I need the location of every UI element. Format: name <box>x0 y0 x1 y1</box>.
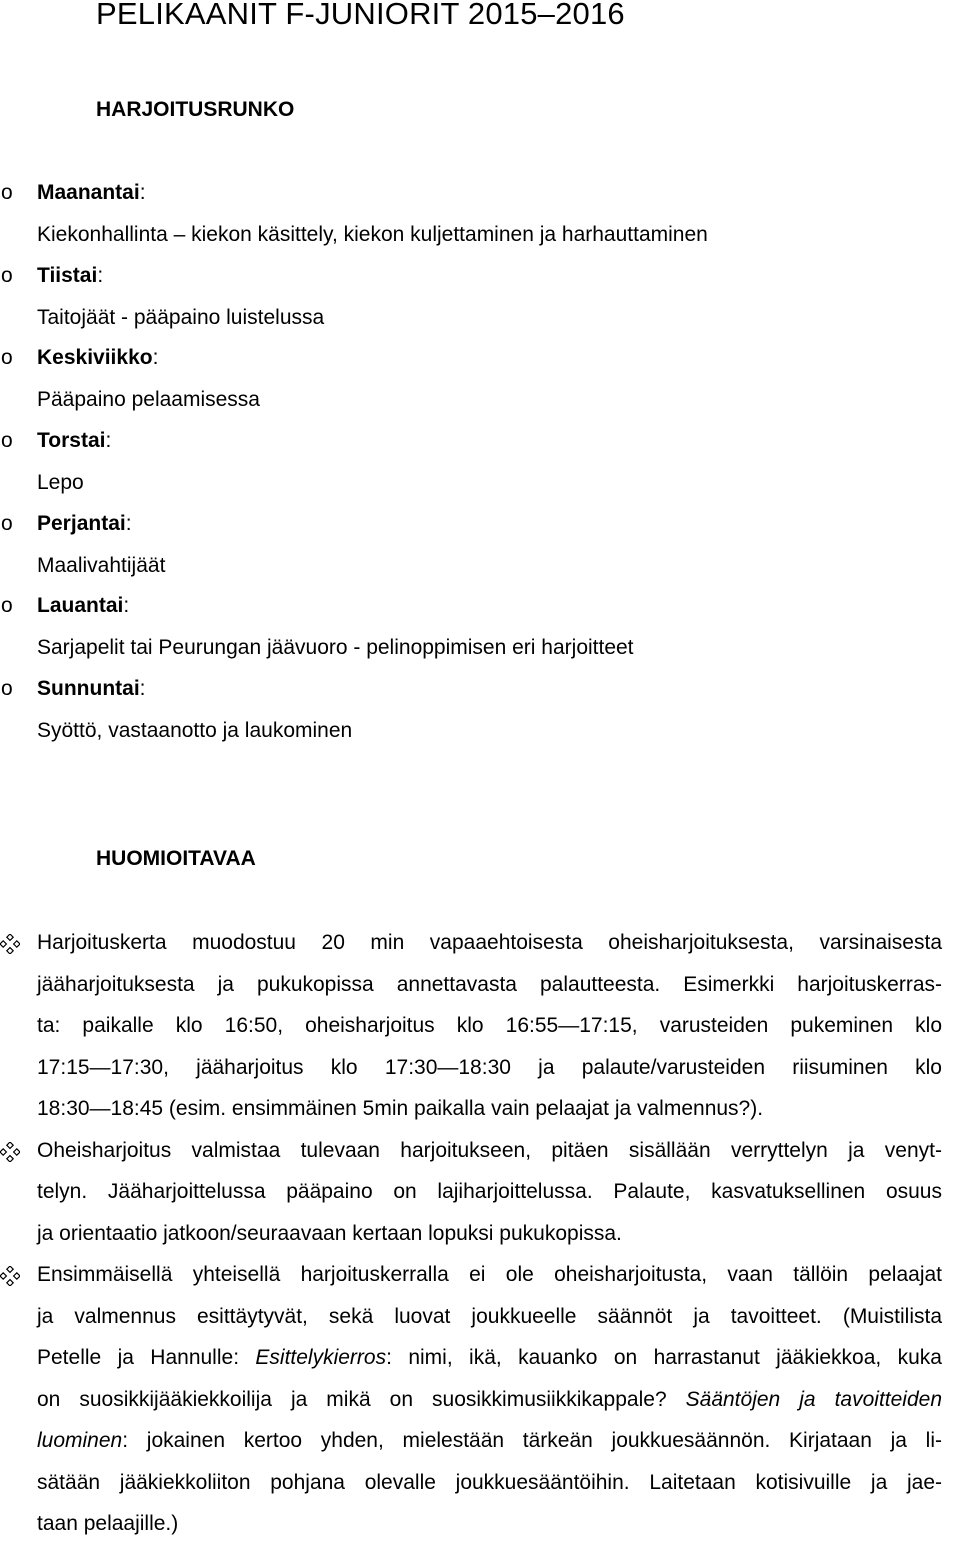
day-name: Tiistai: <box>37 263 104 287</box>
note-line: Petelle ja Hannulle: Esittelykierros: nimi, ikä, kauanko on harrastanut jääkiekkoa, kuka <box>37 1346 942 1369</box>
note-line: telyn. Jääharjoittelussa pääpaino on lajiharjoittelussa. Palaute, kasvatuksellinen osuus <box>37 1180 942 1203</box>
italic-text: luominen <box>37 1429 123 1452</box>
note-line: on suosikkijääkiekkoilija ja mikä on suosikkimusiikkikappale? Sääntöjen ja tavoitteiden <box>37 1387 942 1411</box>
note-item <box>0 1254 942 1545</box>
day-description: Lepo <box>37 471 84 495</box>
note-line: ja valmennus esittäytyvät, sekä luovat joukkueelle säännöt ja tavoitteet. (Muistilista <box>37 1304 942 1328</box>
day-description: Pääpaino pelaamisessa <box>37 388 260 412</box>
schedule-item <box>0 672 960 755</box>
note-line: ta: paikalle klo 16:50, oheisharjoitus klo 16:55—17:15, varusteiden pukeminen klo <box>37 1014 942 1037</box>
day-description: Kiekonhallinta – kiekon käsittely, kiekon kuljettaminen ja harhauttaminen <box>37 223 708 246</box>
note-line: Ensimmäisellä yhteisellä harjoituskerralla ei ole oheisharjoitusta, vaan tällöin pelaajat <box>37 1263 942 1286</box>
schedule-item <box>0 259 960 342</box>
note-line: ja orientaatio jatkoon/seuraavaan kertaan lopuksi pukukopissa. <box>37 1221 622 1245</box>
day-name: Torstai: <box>37 429 112 453</box>
day-name: Perjantai: <box>37 511 132 535</box>
circle-bullet-icon: o <box>1 346 13 370</box>
schedule-item <box>0 176 960 259</box>
day-name: Keskiviikko: <box>37 346 159 370</box>
day-description: Maalivahtijäät <box>37 553 166 577</box>
schedule-item <box>0 507 960 590</box>
circle-bullet-icon: o <box>1 181 13 204</box>
note-line: Harjoituskerta muodostuu 20 min vapaaehtoisesta oheisharjoituksesta, varsinaisesta <box>37 931 942 954</box>
schedule-heading: HARJOITUSRUNKO <box>96 98 295 121</box>
italic-text: Esittelykierros <box>255 1346 387 1369</box>
day-description: Sarjapelit tai Peurungan jäävuoro - pelinoppimisen eri harjoitteet <box>37 636 634 660</box>
four-diamond-icon <box>0 1142 20 1162</box>
note-line: 18:30—18:45 (esim. ensimmäinen 5min paikalla vain pelaajat ja valmennus?). <box>37 1097 764 1120</box>
note-line: Oheisharjoitus valmistaa tulevaan harjoitukseen, pitäen sisällään verryttelyn ja venyt- <box>37 1138 942 1162</box>
circle-bullet-icon: o <box>1 429 13 453</box>
schedule-item <box>0 424 960 507</box>
schedule-list <box>0 176 960 755</box>
four-diamond-icon <box>0 1266 20 1286</box>
note-line: 17:15—17:30, jääharjoitus klo 17:30—18:30 ja palaute/varusteiden riisuminen klo <box>37 1055 942 1079</box>
notes-list <box>0 922 960 1545</box>
note-line: jääharjoituksesta ja pukukopissa annettavasta palautteesta. Esimerkki harjoituskerras- <box>37 972 942 996</box>
note-line: sätään jääkiekkoliiton pohjana olevalle joukkuesääntöihin. Laitetaan kotisivuille ja jae- <box>37 1470 942 1494</box>
note-item <box>0 1130 942 1255</box>
schedule-item <box>0 589 960 672</box>
day-name: Sunnuntai: <box>37 677 146 701</box>
italic-text: Sääntöjen ja tavoitteiden <box>685 1387 942 1411</box>
page-title: PELIKAANIT F-JUNIORIT 2015–2016 <box>96 0 625 31</box>
circle-bullet-icon: o <box>1 677 13 701</box>
schedule-item <box>0 341 960 424</box>
circle-bullet-icon: o <box>1 594 13 618</box>
day-description: Syöttö, vastaanotto ja laukominen <box>37 719 353 743</box>
note-item <box>0 922 942 1130</box>
circle-bullet-icon: o <box>1 511 13 535</box>
day-description: Taitojäät - pääpaino luistelussa <box>37 305 325 329</box>
note-line: luominen: jokainen kertoo yhden, mielestään tärkeän joukkuesäännön. Kirjataan ja li- <box>37 1429 942 1452</box>
notes-heading: HUOMIOITAVAA <box>96 847 256 870</box>
four-diamond-icon <box>0 934 20 954</box>
note-line: taan pelaajille.) <box>37 1512 179 1535</box>
day-name: Lauantai: <box>37 594 130 618</box>
day-name: Maanantai: <box>37 181 146 204</box>
circle-bullet-icon: o <box>1 263 13 287</box>
